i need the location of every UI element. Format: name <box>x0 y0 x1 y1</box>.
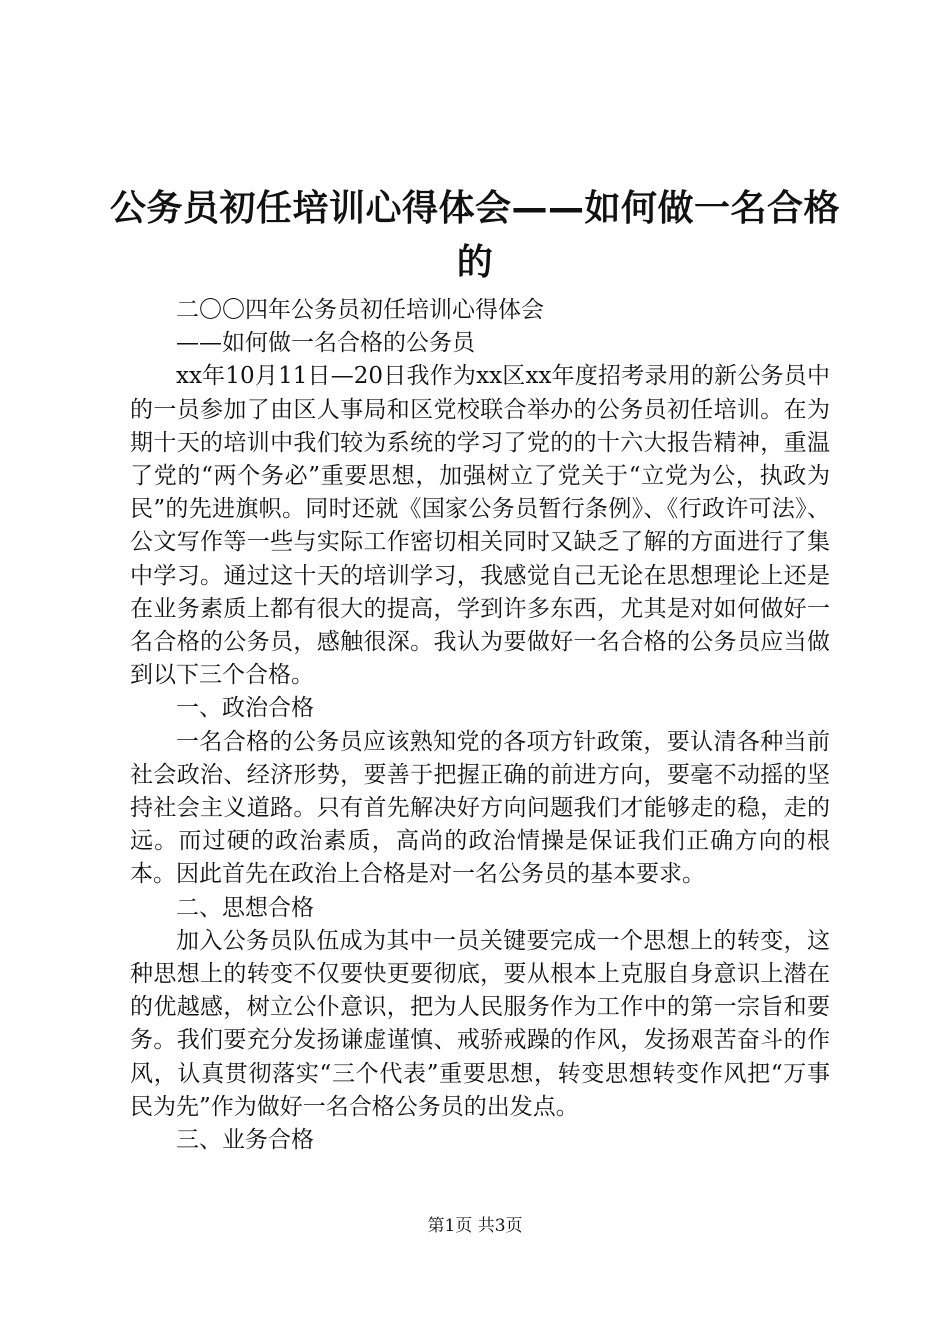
subtitle-line: 二〇〇四年公务员初任培训心得体会 <box>176 297 544 323</box>
document-body <box>130 294 830 1157</box>
body-paragraph: xx年10月11日—20日我作为xx区xx年度招考录用的新公务员中的一员参加了由区人事局和区党校联合举办的公务员初任培训。在为期十天的培训中我们较为系统的学习了党的的十六大报告精神，重温了党的“两个务必”重要思想，加强树立了党关于“立党为公，执政为民”的先进旗帜。同时还就《国家公务员暂行条例》、《行政许可法》、公文写作等一些与实际工作密切相关同时又缺乏了解的方面进行了集中学习。通过这十天的培训学习，我感觉自己无论在思想理论上还是在业务素质上都有很大的提高，学到许多东西，尤其是对如何做好一名合格的公务员，感触很深。我认为要做好一名合格的公务员应当做到以下三个合格。 <box>130 363 830 689</box>
subtitle-line: ——如何做一名合格的公务员 <box>176 330 475 357</box>
section-heading: 三、业务合格 <box>176 1127 314 1154</box>
body-paragraph: 加入公务员队伍成为其中一员关键要完成一个思想上的转变，这种思想上的转变不仅要快更要彻底，要从根本上克服自身意识上潜在的优越感，树立公仆意识，把为人民服务作为工作中的第一宗旨和要务。我们要充分发扬谦虚谨慎、戒骄戒躁的作风，发扬艰苦奋斗的作风，认真贯彻落实“三个代表”重要思想，转变思想转变作风把“万事民为先”作为做好一名合格公务员的出发点。 <box>130 927 830 1120</box>
section-heading: 二、思想合格 <box>176 894 314 921</box>
body-paragraph: 一名合格的公务员应该熟知党的各项方针政策，要认清各种当前社会政治、经济形势，要善于把握正确的前进方向，要毫不动摇的坚持社会主义道路。只有首先解决好方向问题我们才能够走的稳，走的远。而过硬的政治素质，高尚的政治情操是保证我们正确方向的根本。因此首先在政治上合格是对一名公务员的基本要求。 <box>130 728 830 888</box>
document-title: 公务员初任培训心得体会——如何做一名合格的 <box>110 188 841 283</box>
section-heading: 一、政治合格 <box>176 695 314 722</box>
page-footer: 第1页 共3页 <box>427 1216 523 1236</box>
